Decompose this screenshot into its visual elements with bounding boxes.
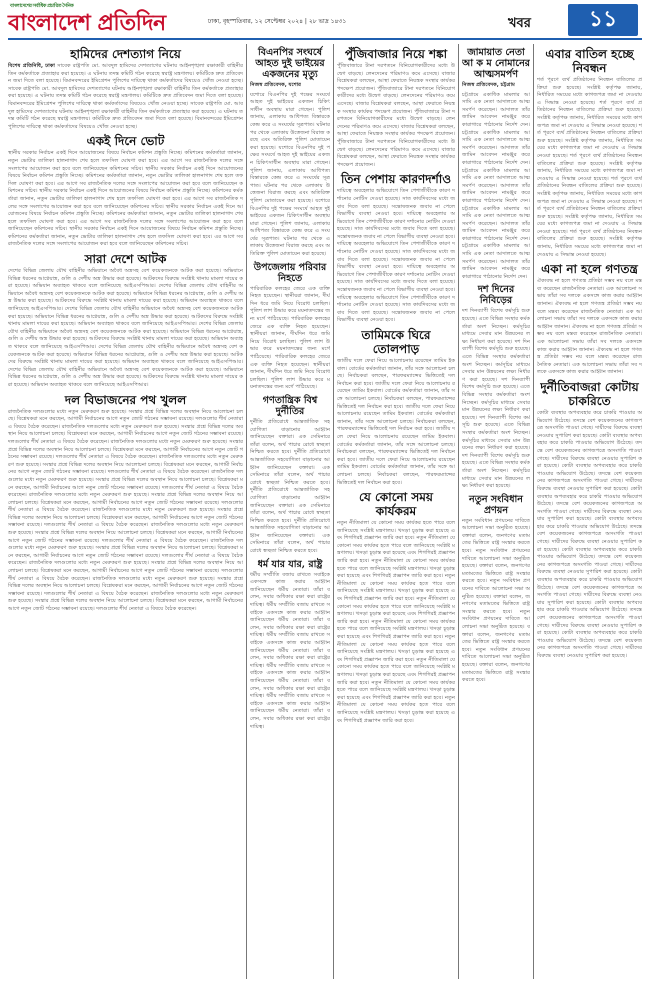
- article-a14-body: দশ দিনব্যাপী বিশেষ কর্মসূচি শুরু হয়েছে। এতে বিভিন্ন সংস্থার কর্মকর্তারা অংশ নিচ্ছেন। কর্মসূচির মাধ্যমে সেবার মান উন্নয়নের লক্ষ্য নির্ধারণ করা হয়েছে। দশ দিনব্যাপী বিশেষ কর্মসূচি শুরু হয়েছে। এতে বিভিন্ন সংস্থার কর্মকর্তারা অংশ নিচ্ছেন। কর্মসূচির মাধ্যমে সেবার মান উন্নয়নের লক্ষ্য নির্ধারণ করা হয়েছে। দশ দিনব্যাপী বিশেষ কর্মসূচি শুরু হয়েছে। এতে বিভিন্ন সংস্থার কর্মকর্তারা অংশ নিচ্ছেন। কর্মসূচির মাধ্যমে সেবার মান উন্নয়নের লক্ষ্য নির্ধারণ করা হয়েছে। দশ দিনব্যাপী বিশেষ কর্মসূচি শুরু হয়েছে। এতে বিভিন্ন সংস্থার কর্মকর্তারা অংশ নিচ্ছেন। কর্মসূচির মাধ্যমে সেবার মান উন্নয়নের লক্ষ্য নির্ধারণ করা হয়েছে। দশ দিনব্যাপী বিশেষ কর্মসূচি শুরু হয়েছে। এতে বিভিন্ন সংস্থার কর্মকর্তারা অংশ নিচ্ছেন। কর্মসূচির মাধ্যমে সেবার মান উন্নয়নের লক্ষ্য নির্ধারণ করা হয়েছে।: [462, 308, 530, 490]
- page-number: ১১: [568, 4, 638, 36]
- column-1: [8, 44, 243, 979]
- headline-a4[interactable]: দল বিভাজনের পথ খুলল: [64, 392, 187, 407]
- article-a9-body: পুঁজিবাজারে টানা দরপতনে বিনিয়োগকারীদের মধ্যে উদ্বেগ বাড়ছে। লেনদেনের পরিমাণও কমে এসেছে। বাজার বিশ্লেষকরা বলছেন, আস্থা ফেরাতে নিয়ন্ত্রক সংস্থার কার্যকর পদক্ষেপ প্রয়োজন। পুঁজিবাজারে টানা দরপতনে বিনিয়োগকারীদের মধ্যে উদ্বেগ বাড়ছে। লেনদেনের পরিমাণও কমে এসেছে। বাজার বিশ্লেষকরা বলছেন, আস্থা ফেরাতে নিয়ন্ত্রক সংস্থার কার্যকর পদক্ষেপ প্রয়োজন। পুঁজিবাজারে টানা দরপতনে বিনিয়োগকারীদের মধ্যে উদ্বেগ বাড়ছে। লেনদেনের পরিমাণও কমে এসেছে। বাজার বিশ্লেষকরা বলছেন, আস্থা ফেরাতে নিয়ন্ত্রক সংস্থার কার্যকর পদক্ষেপ প্রয়োজন। পুঁজিবাজারে টানা দরপতনে বিনিয়োগকারীদের মধ্যে উদ্বেগ বাড়ছে। লেনদেনের পরিমাণও কমে এসেছে। বাজার বিশ্লেষকরা বলছেন, আস্থা ফেরাতে নিয়ন্ত্রক সংস্থার কার্যকর পদক্ষেপ প্রয়োজন।: [337, 63, 455, 168]
- headline-a2[interactable]: একই দিনে ভোট: [86, 134, 165, 149]
- column-2: [250, 44, 330, 979]
- headline-a1[interactable]: হামিদের দেশত্যাগ নিয়ে: [70, 47, 181, 61]
- article-a13-body: চট্টগ্রামে একাধিক মামলার আসামি এক নেতা আদালতে আত্মসমর্পণ করেছেন। আদালত তাঁর জামিন আবেদন নামঞ্জুর করে কারাগারে পাঠানোর নির্দেশ দেন। চট্টগ্রামে একাধিক মামলার আসামি এক নেতা আদালতে আত্মসমর্পণ করেছেন। আদালত তাঁর জামিন আবেদন নামঞ্জুর করে কারাগারে পাঠানোর নির্দেশ দেন। চট্টগ্রামে একাধিক মামলার আসামি এক নেতা আদালতে আত্মসমর্পণ করেছেন। আদালত তাঁর জামিন আবেদন নামঞ্জুর করে কারাগারে পাঠানোর নির্দেশ দেন। চট্টগ্রামে একাধিক মামলার আসামি এক নেতা আদালতে আত্মসমর্পণ করেছেন। আদালত তাঁর জামিন আবেদন নামঞ্জুর করে কারাগারে পাঠানোর নির্দেশ দেন। চট্টগ্রামে একাধিক মামলার আসামি এক নেতা আদালতে আত্মসমর্পণ করেছেন। আদালত তাঁর জামিন আবেদন নামঞ্জুর করে কারাগারে পাঠানোর নির্দেশ দেন।: [462, 91, 530, 280]
- headline-a10[interactable]: তিন পেশায় কারণদর্শাও: [340, 172, 452, 187]
- headline-a8[interactable]: ধর্ম যার যার, রাষ্ট্র: [257, 558, 323, 570]
- masthead-rule: [8, 38, 642, 40]
- byline-a5: নিজস্ব প্রতিবেদক, যশোর: [250, 82, 302, 88]
- headline-a17[interactable]: একা না হলে গণতন্ত্র: [541, 262, 638, 277]
- column-4: [462, 44, 530, 979]
- headline-a13[interactable]: জামায়াত নেতা আ ক ম নোমানের আত্মসমর্পণ: [462, 47, 530, 80]
- column-3: [337, 44, 455, 979]
- article-a3-body: দেশের বিভিন্ন জেলায় যৌথ বাহিনীর অভিযানে অবৈধ অস্ত্রসহ বেশ কয়েকজনকে আটক করা হয়েছে। অভিযানে বিভিন্ন ধরনের আগ্নেয়াস্ত্র, গুলি ও দেশীয় অস্ত্র উদ্ধার করা হয়েছে। আটকদের বিরুদ্ধে সংশ্লিষ্ট থানায় মামলা দায়ের করা হয়েছে। অভিযান অব্যাহত থাকবে বলে জানিয়েছে আইএসপিআর। দেশের বিভিন্ন জেলায় যৌথ বাহিনীর অভিযানে অবৈধ অস্ত্রসহ বেশ কয়েকজনকে আটক করা হয়েছে। অভিযানে বিভিন্ন ধরনের আগ্নেয়াস্ত্র, গুলি ও দেশীয় অস্ত্র উদ্ধার করা হয়েছে। আটকদের বিরুদ্ধে সংশ্লিষ্ট থানায় মামলা দায়ের করা হয়েছে। অভিযান অব্যাহত থাকবে বলে জানিয়েছে আইএসপিআর। দেশের বিভিন্ন জেলায় যৌথ বাহিনীর অভিযানে অবৈধ অস্ত্রসহ বেশ কয়েকজনকে আটক করা হয়েছে। অভিযানে বিভিন্ন ধরনের আগ্নেয়াস্ত্র, গুলি ও দেশীয় অস্ত্র উদ্ধার করা হয়েছে। আটকদের বিরুদ্ধে সংশ্লিষ্ট থানায় মামলা দায়ের করা হয়েছে। অভিযান অব্যাহত থাকবে বলে জানিয়েছে আইএসপিআর। দেশের বিভিন্ন জেলায় যৌথ বাহিনীর অভিযানে অবৈধ অস্ত্রসহ বেশ কয়েকজনকে আটক করা হয়েছে। অভিযানে বিভিন্ন ধরনের আগ্নেয়াস্ত্র, গুলি ও দেশীয় অস্ত্র উদ্ধার করা হয়েছে। আটকদের বিরুদ্ধে সংশ্লিষ্ট থানায় মামলা দায়ের করা হয়েছে। অভিযান অব্যাহত থাকবে বলে জানিয়েছে আইএসপিআর। দেশের বিভিন্ন জেলায় যৌথ বাহিনীর অভিযানে অবৈধ অস্ত্রসহ বেশ কয়েকজনকে আটক করা হয়েছে। অভিযানে বিভিন্ন ধরনের আগ্নেয়াস্ত্র, গুলি ও দেশীয় অস্ত্র উদ্ধার করা হয়েছে। আটকদের বিরুদ্ধে সংশ্লিষ্ট থানায় মামলা দায়ের করা হয়েছে। অভিযান অব্যাহত থাকবে বলে জানিয়েছে আইএসপিআর। দেশের বিভিন্ন জেলায় যৌথ বাহিনীর অভিযানে অবৈধ অস্ত্রসহ বেশ কয়েকজনকে আটক করা হয়েছে। অভিযানে বিভিন্ন ধরনের আগ্নেয়াস্ত্র, গুলি ও দেশীয় অস্ত্র উদ্ধার করা হয়েছে। আটকদের বিরুদ্ধে সংশ্লিষ্ট থানায় মামলা দায়ের করা হয়েছে। অভিযান অব্যাহত থাকবে বলে জানিয়েছে আইএসপিআর।: [8, 268, 243, 388]
- article-a12-body: নতুন নীতিমালা যে কোনো সময় কার্যকর হতে পারে বলে জানিয়েছে সংশ্লিষ্ট মন্ত্রণালয়। খসড়া চূড়ান্ত করা হয়েছে এবং শিগগিরই প্রজ্ঞাপন জারি করা হবে। নতুন নীতিমালা যে কোনো সময় কার্যকর হতে পারে বলে জানিয়েছে সংশ্লিষ্ট মন্ত্রণালয়। খসড়া চূড়ান্ত করা হয়েছে এবং শিগগিরই প্রজ্ঞাপন জারি করা হবে। নতুন নীতিমালা যে কোনো সময় কার্যকর হতে পারে বলে জানিয়েছে সংশ্লিষ্ট মন্ত্রণালয়। খসড়া চূড়ান্ত করা হয়েছে এবং শিগগিরই প্রজ্ঞাপন জারি করা হবে। নতুন নীতিমালা যে কোনো সময় কার্যকর হতে পারে বলে জানিয়েছে সংশ্লিষ্ট মন্ত্রণালয়। খসড়া চূড়ান্ত করা হয়েছে এবং শিগগিরই প্রজ্ঞাপন জারি করা হবে। নতুন নীতিমালা যে কোনো সময় কার্যকর হতে পারে বলে জানিয়েছে সংশ্লিষ্ট মন্ত্রণালয়। খসড়া চূড়ান্ত করা হয়েছে এবং শিগগিরই প্রজ্ঞাপন জারি করা হবে। নতুন নীতিমালা যে কোনো সময় কার্যকর হতে পারে বলে জানিয়েছে সংশ্লিষ্ট মন্ত্রণালয়। খসড়া চূড়ান্ত করা হয়েছে এবং শিগগিরই প্রজ্ঞাপন জারি করা হবে। নতুন নীতিমালা যে কোনো সময় কার্যকর হতে পারে বলে জানিয়েছে সংশ্লিষ্ট মন্ত্রণালয়। খসড়া চূড়ান্ত করা হয়েছে এবং শিগগিরই প্রজ্ঞাপন জারি করা হবে। নতুন নীতিমালা যে কোনো সময় কার্যকর হতে পারে বলে জানিয়েছে সংশ্লিষ্ট মন্ত্রণালয়। খসড়া চূড়ান্ত করা হয়েছে এবং শিগগিরই প্রজ্ঞাপন জারি করা হবে। নতুন নীতিমালা যে কোনো সময় কার্যকর হতে পারে বলে জানিয়েছে সংশ্লিষ্ট মন্ত্রণালয়। খসড়া চূড়ান্ত করা হয়েছে এবং শিগগিরই প্রজ্ঞাপন জারি করা হবে। নতুন নীতিমালা যে কোনো সময় কার্যকর হতে পারে বলে জানিয়েছে সংশ্লিষ্ট মন্ত্রণালয়। খসড়া চূড়ান্ত করা হয়েছে এবং শিগগিরই প্রজ্ঞাপন জারি করা হবে।: [337, 520, 455, 724]
- article-a8-body: ধর্মীয় সম্প্রীতি বজায় রাখতে সবাইকে একসঙ্গে কাজ করার আহ্বান জানিয়েছেন ধর্মীয় নেতারা। তাঁরা বলেন, সবার অধিকার রক্ষা করা রাষ্ট্রের দায়িত্ব। ধর্মীয় সম্প্রীতি বজায় রাখতে সবাইকে একসঙ্গে কাজ করার আহ্বান জানিয়েছেন ধর্মীয় নেতারা। তাঁরা বলেন, সবার অধিকার রক্ষা করা রাষ্ট্রের দায়িত্ব। ধর্মীয় সম্প্রীতি বজায় রাখতে সবাইকে একসঙ্গে কাজ করার আহ্বান জানিয়েছেন ধর্মীয় নেতারা। তাঁরা বলেন, সবার অধিকার রক্ষা করা রাষ্ট্রের দায়িত্ব। ধর্মীয় সম্প্রীতি বজায় রাখতে সবাইকে একসঙ্গে কাজ করার আহ্বান জানিয়েছেন ধর্মীয় নেতারা। তাঁরা বলেন, সবার অধিকার রক্ষা করা রাষ্ট্রের দায়িত্ব। ধর্মীয় সম্প্রীতি বজায় রাখতে সবাইকে একসঙ্গে কাজ করার আহ্বান জানিয়েছেন ধর্মীয় নেতারা। তাঁরা বলেন, সবার অধিকার রক্ষা করা রাষ্ট্রের দায়িত্ব।: [250, 571, 330, 730]
- column-5: [537, 44, 642, 979]
- article-a4-body: রাজনৈতিক দলগুলোর মধ্যে নতুন মেরুকরণ শুরু হয়েছে। সংস্কার প্রশ্নে বিভিন্ন দলের অবস্থান নিয়ে আলোচনা চলছে। বিশ্লেষকরা মনে করছেন, আগামী নির্বাচনের আগে নতুন জোট গঠনের সম্ভাবনা রয়েছে। দলগুলোর শীর্ষ নেতারা এ বিষয়ে বৈঠক করেছেন। রাজনৈতিক দলগুলোর মধ্যে নতুন মেরুকরণ শুরু হয়েছে। সংস্কার প্রশ্নে বিভিন্ন দলের অবস্থান নিয়ে আলোচনা চলছে। বিশ্লেষকরা মনে করছেন, আগামী নির্বাচনের আগে নতুন জোট গঠনের সম্ভাবনা রয়েছে। দলগুলোর শীর্ষ নেতারা এ বিষয়ে বৈঠক করেছেন। রাজনৈতিক দলগুলোর মধ্যে নতুন মেরুকরণ শুরু হয়েছে। সংস্কার প্রশ্নে বিভিন্ন দলের অবস্থান নিয়ে আলোচনা চলছে। বিশ্লেষকরা মনে করছেন, আগামী নির্বাচনের আগে নতুন জোট গঠনের সম্ভাবনা রয়েছে। দলগুলোর শীর্ষ নেতারা এ বিষয়ে বৈঠক করেছেন। রাজনৈতিক দলগুলোর মধ্যে নতুন মেরুকরণ শুরু হয়েছে। সংস্কার প্রশ্নে বিভিন্ন দলের অবস্থান নিয়ে আলোচনা চলছে। বিশ্লেষকরা মনে করছেন, আগামী নির্বাচনের আগে নতুন জোট গঠনের সম্ভাবনা রয়েছে। দলগুলোর শীর্ষ নেতারা এ বিষয়ে বৈঠক করেছেন। রাজনৈতিক দলগুলোর মধ্যে নতুন মেরুকরণ শুরু হয়েছে। সংস্কার প্রশ্নে বিভিন্ন দলের অবস্থান নিয়ে আলোচনা চলছে। বিশ্লেষকরা মনে করছেন, আগামী নির্বাচনের আগে নতুন জোট গঠনের সম্ভাবনা রয়েছে। দলগুলোর শীর্ষ নেতারা এ বিষয়ে বৈঠক করেছেন। রাজনৈতিক দলগুলোর মধ্যে নতুন মেরুকরণ শুরু হয়েছে। সংস্কার প্রশ্নে বিভিন্ন দলের অবস্থান নিয়ে আলোচনা চলছে। বিশ্লেষকরা মনে করছেন, আগামী নির্বাচনের আগে নতুন জোট গঠনের সম্ভাবনা রয়েছে। দলগুলোর শীর্ষ নেতারা এ বিষয়ে বৈঠক করেছেন। রাজনৈতিক দলগুলোর মধ্যে নতুন মেরুকরণ শুরু হয়েছে। সংস্কার প্রশ্নে বিভিন্ন দলের অবস্থান নিয়ে আলোচনা চলছে। বিশ্লেষকরা মনে করছেন, আগামী নির্বাচনের আগে নতুন জোট গঠনের সম্ভাবনা রয়েছে। দলগুলোর শীর্ষ নেতারা এ বিষয়ে বৈঠক করেছেন। রাজনৈতিক দলগুলোর মধ্যে নতুন মেরুকরণ শুরু হয়েছে। সংস্কার প্রশ্নে বিভিন্ন দলের অবস্থান নিয়ে আলোচনা চলছে। বিশ্লেষকরা মনে করছেন, আগামী নির্বাচনের আগে নতুন জোট গঠনের সম্ভাবনা রয়েছে। দলগুলোর শীর্ষ নেতারা এ বিষয়ে বৈঠক করেছেন। রাজনৈতিক দলগুলোর মধ্যে নতুন মেরুকরণ শুরু হয়েছে। সংস্কার প্রশ্নে বিভিন্ন দলের অবস্থান নিয়ে আলোচনা চলছে। বিশ্লেষকরা মনে করছেন, আগামী নির্বাচনের আগে নতুন জোট গঠনের সম্ভাবনা রয়েছে। দলগুলোর শীর্ষ নেতারা এ বিষয়ে বৈঠক করেছেন। রাজনৈতিক দলগুলোর মধ্যে নতুন মেরুকরণ শুরু হয়েছে। সংস্কার প্রশ্নে বিভিন্ন দলের অবস্থান নিয়ে আলোচনা চলছে। বিশ্লেষকরা মনে করছেন, আগামী নির্বাচনের আগে নতুন জোট গঠনের সম্ভাবনা রয়েছে। দলগুলোর শীর্ষ নেতারা এ বিষয়ে বৈঠক করেছেন। রাজনৈতিক দলগুলোর মধ্যে নতুন মেরুকরণ শুরু হয়েছে। সংস্কার প্রশ্নে বিভিন্ন দলের অবস্থান নিয়ে আলোচনা চলছে। বিশ্লেষকরা মনে করছেন, আগামী নির্বাচনের আগে নতুন জোট গঠনের সম্ভাবনা রয়েছে। দলগুলোর শীর্ষ নেতারা এ বিষয়ে বৈঠক করেছেন। রাজনৈতিক দলগুলোর মধ্যে নতুন মেরুকরণ শুরু হয়েছে। সংস্কার প্রশ্নে বিভিন্ন দলের অবস্থান নিয়ে আলোচনা চলছে। বিশ্লেষকরা মনে করছেন, আগামী নির্বাচনের আগে নতুন জোট গঠনের সম্ভাবনা রয়েছে। দলগুলোর শীর্ষ নেতারা এ বিষয়ে বৈঠক করেছেন।: [8, 408, 243, 612]
- article-a16-body: শর্ত পূরণে ব্যর্থ প্রতিষ্ঠানের নিবন্ধন বাতিলের প্রক্রিয়া শুরু হয়েছে। সংশ্লিষ্ট কর্তৃপক্ষ জানায়, নির্ধারিত সময়ের মধ্যে কাগজপত্র জমা না দেওয়ায় এ সিদ্ধান্ত নেওয়া হয়েছে। শর্ত পূরণে ব্যর্থ প্রতিষ্ঠানের নিবন্ধন বাতিলের প্রক্রিয়া শুরু হয়েছে। সংশ্লিষ্ট কর্তৃপক্ষ জানায়, নির্ধারিত সময়ের মধ্যে কাগজপত্র জমা না দেওয়ায় এ সিদ্ধান্ত নেওয়া হয়েছে। শর্ত পূরণে ব্যর্থ প্রতিষ্ঠানের নিবন্ধন বাতিলের প্রক্রিয়া শুরু হয়েছে। সংশ্লিষ্ট কর্তৃপক্ষ জানায়, নির্ধারিত সময়ের মধ্যে কাগজপত্র জমা না দেওয়ায় এ সিদ্ধান্ত নেওয়া হয়েছে। শর্ত পূরণে ব্যর্থ প্রতিষ্ঠানের নিবন্ধন বাতিলের প্রক্রিয়া শুরু হয়েছে। সংশ্লিষ্ট কর্তৃপক্ষ জানায়, নির্ধারিত সময়ের মধ্যে কাগজপত্র জমা না দেওয়ায় এ সিদ্ধান্ত নেওয়া হয়েছে। শর্ত পূরণে ব্যর্থ প্রতিষ্ঠানের নিবন্ধন বাতিলের প্রক্রিয়া শুরু হয়েছে। সংশ্লিষ্ট কর্তৃপক্ষ জানায়, নির্ধারিত সময়ের মধ্যে কাগজপত্র জমা না দেওয়ায় এ সিদ্ধান্ত নেওয়া হয়েছে। শর্ত পূরণে ব্যর্থ প্রতিষ্ঠানের নিবন্ধন বাতিলের প্রক্রিয়া শুরু হয়েছে। সংশ্লিষ্ট কর্তৃপক্ষ জানায়, নির্ধারিত সময়ের মধ্যে কাগজপত্র জমা না দেওয়ায় এ সিদ্ধান্ত নেওয়া হয়েছে। শর্ত পূরণে ব্যর্থ প্রতিষ্ঠানের নিবন্ধন বাতিলের প্রক্রিয়া শুরু হয়েছে। সংশ্লিষ্ট কর্তৃপক্ষ জানায়, নির্ধারিত সময়ের মধ্যে কাগজপত্র জমা না দেওয়ায় এ সিদ্ধান্ত নেওয়া হয়েছে।: [537, 77, 642, 258]
- headline-a6[interactable]: উপজেলায় পরিবার নিহতে: [253, 261, 327, 284]
- headline-a9[interactable]: পুঁজিবাজার নিয়ে শঙ্কা: [344, 47, 448, 61]
- article-a10-body: দায়িত্বে অবহেলার অভিযোগে তিন পেশাজীবীকে কারণ দর্শানোর নোটিস দেওয়া হয়েছে। সাত কার্যদিবসের মধ্যে জবাব দিতে বলা হয়েছে। সন্তোষজনক জবাব না পেলে বিভাগীয় ব্যবস্থা নেওয়া হবে। দায়িত্বে অবহেলার অভিযোগে তিন পেশাজীবীকে কারণ দর্শানোর নোটিস দেওয়া হয়েছে। সাত কার্যদিবসের মধ্যে জবাব দিতে বলা হয়েছে। সন্তোষজনক জবাব না পেলে বিভাগীয় ব্যবস্থা নেওয়া হবে। দায়িত্বে অবহেলার অভিযোগে তিন পেশাজীবীকে কারণ দর্শানোর নোটিস দেওয়া হয়েছে। সাত কার্যদিবসের মধ্যে জবাব দিতে বলা হয়েছে। সন্তোষজনক জবাব না পেলে বিভাগীয় ব্যবস্থা নেওয়া হবে। দায়িত্বে অবহেলার অভিযোগে তিন পেশাজীবীকে কারণ দর্শানোর নোটিস দেওয়া হয়েছে। সাত কার্যদিবসের মধ্যে জবাব দিতে বলা হয়েছে। সন্তোষজনক জবাব না পেলে বিভাগীয় ব্যবস্থা নেওয়া হবে। দায়িত্বে অবহেলার অভিযোগে তিন পেশাজীবীকে কারণ দর্শানোর নোটিস দেওয়া হয়েছে। সাত কার্যদিবসের মধ্যে জবাব দিতে বলা হয়েছে। সন্তোষজনক জবাব না পেলে বিভাগীয় ব্যবস্থা নেওয়া হবে।: [337, 188, 455, 324]
- headline-a3[interactable]: সারা দেশে আটক: [84, 252, 167, 267]
- headline-a16[interactable]: এবার বাতিল হচ্ছে নিবন্ধন: [545, 47, 634, 75]
- article-a2-body: স্থানীয় সরকার নির্বাচন একই দিনে আয়োজনের বিষয়ে নির্বাচন কমিশন প্রস্তুতি নিচ্ছে। কমিশনের কর্মকর্তারা জানান, নতুন ভোটার তালিকা হালনাগাদ শেষ হলে তফসিল ঘোষণা করা হবে। এর আগে সব রাজনৈতিক দলের সঙ্গে সংলাপের আয়োজন করা হবে বলে জানিয়েছেন কমিশনের সচিব। স্থানীয় সরকার নির্বাচন একই দিনে আয়োজনের বিষয়ে নির্বাচন কমিশন প্রস্তুতি নিচ্ছে। কমিশনের কর্মকর্তারা জানান, নতুন ভোটার তালিকা হালনাগাদ শেষ হলে তফসিল ঘোষণা করা হবে। এর আগে সব রাজনৈতিক দলের সঙ্গে সংলাপের আয়োজন করা হবে বলে জানিয়েছেন কমিশনের সচিব। স্থানীয় সরকার নির্বাচন একই দিনে আয়োজনের বিষয়ে নির্বাচন কমিশন প্রস্তুতি নিচ্ছে। কমিশনের কর্মকর্তারা জানান, নতুন ভোটার তালিকা হালনাগাদ শেষ হলে তফসিল ঘোষণা করা হবে। এর আগে সব রাজনৈতিক দলের সঙ্গে সংলাপের আয়োজন করা হবে বলে জানিয়েছেন কমিশনের সচিব। স্থানীয় সরকার নির্বাচন একই দিনে আয়োজনের বিষয়ে নির্বাচন কমিশন প্রস্তুতি নিচ্ছে। কমিশনের কর্মকর্তারা জানান, নতুন ভোটার তালিকা হালনাগাদ শেষ হলে তফসিল ঘোষণা করা হবে। এর আগে সব রাজনৈতিক দলের সঙ্গে সংলাপের আয়োজন করা হবে বলে জানিয়েছেন কমিশনের সচিব। স্থানীয় সরকার নির্বাচন একই দিনে আয়োজনের বিষয়ে নির্বাচন কমিশন প্রস্তুতি নিচ্ছে। কমিশনের কর্মকর্তারা জানান, নতুন ভোটার তালিকা হালনাগাদ শেষ হলে তফসিল ঘোষণা করা হবে। এর আগে সব রাজনৈতিক দলের সঙ্গে সংলাপের আয়োজন করা হবে বলে জানিয়েছেন কমিশনের সচিব।: [8, 150, 243, 248]
- headline-a12[interactable]: যে কোনো সময় কার্যকরম: [358, 490, 433, 519]
- article-a1-body: সাবেক রাষ্ট্রপতি মো. আবদুল হামিদের দেশত্যাগের ঘটনায় আইনশৃঙ্খলা রক্ষাকারী বাহিনীর তিন কর্মকর্তাকে প্রত্যাহার করা হয়েছে। এ ঘটনায় তদন্ত কমিটি গঠন করেছে স্বরাষ্ট্র মন্ত্রণালয়। কমিটিকে দ্রুত প্রতিবেদন জমা দিতে বলা হয়েছে। বিমানবন্দরের ইমিগ্রেশন পুলিশের দায়িত্বে থাকা কর্মকর্তাদের বিষয়েও খোঁজ নেওয়া হচ্ছে। সাবেক রাষ্ট্রপতি মো. আবদুল হামিদের দেশত্যাগের ঘটনায় আইনশৃঙ্খলা রক্ষাকারী বাহিনীর তিন কর্মকর্তাকে প্রত্যাহার করা হয়েছে। এ ঘটনায় তদন্ত কমিটি গঠন করেছে স্বরাষ্ট্র মন্ত্রণালয়। কমিটিকে দ্রুত প্রতিবেদন জমা দিতে বলা হয়েছে। বিমানবন্দরের ইমিগ্রেশন পুলিশের দায়িত্বে থাকা কর্মকর্তাদের বিষয়েও খোঁজ নেওয়া হচ্ছে। সাবেক রাষ্ট্রপতি মো. আবদুল হামিদের দেশত্যাগের ঘটনায় আইনশৃঙ্খলা রক্ষাকারী বাহিনীর তিন কর্মকর্তাকে প্রত্যাহার করা হয়েছে। এ ঘটনায় তদন্ত কমিটি গঠন করেছে স্বরাষ্ট্র মন্ত্রণালয়। কমিটিকে দ্রুত প্রতিবেদন জমা দিতে বলা হয়েছে। বিমানবন্দরের ইমিগ্রেশন পুলিশের দায়িত্বে থাকা কর্মকর্তাদের বিষয়েও খোঁজ নেওয়া হচ্ছে।: [8, 63, 243, 130]
- article-a17-body: ঐক্যবদ্ধ না হলে গণতন্ত্র প্রতিষ্ঠা সম্ভব নয় বলে মন্তব্য করেছেন রাজনৈতিক নেতারা। এক আলোচনা সভায় তাঁরা সব দলকে একসঙ্গে কাজ করার আহ্বান জানান। ঐক্যবদ্ধ না হলে গণতন্ত্র প্রতিষ্ঠা সম্ভব নয় বলে মন্তব্য করেছেন রাজনৈতিক নেতারা। এক আলোচনা সভায় তাঁরা সব দলকে একসঙ্গে কাজ করার আহ্বান জানান। ঐক্যবদ্ধ না হলে গণতন্ত্র প্রতিষ্ঠা সম্ভব নয় বলে মন্তব্য করেছেন রাজনৈতিক নেতারা। এক আলোচনা সভায় তাঁরা সব দলকে একসঙ্গে কাজ করার আহ্বান জানান। ঐক্যবদ্ধ না হলে গণতন্ত্র প্রতিষ্ঠা সম্ভব নয় বলে মন্তব্য করেছেন রাজনৈতিক নেতারা। এক আলোচনা সভায় তাঁরা সব দলকে একসঙ্গে কাজ করার আহ্বান জানান।: [537, 278, 642, 376]
- article-a5-body: যশোরে বিএনপির দুই পক্ষের সংঘর্ষে আহত দুই ভাইয়ের একজন চিকিৎসাধীন অবস্থায় মারা গেছেন। পুলিশ জানায়, এলাকায় আধিপত্য বিস্তারকে কেন্দ্র করে এ সংঘর্ষের সূত্রপাত। ঘটনার পর থেকে এলাকায় উত্তেজনা বিরাজ করছে এবং অতিরিক্ত পুলিশ মোতায়েন করা হয়েছে। যশোরে বিএনপির দুই পক্ষের সংঘর্ষে আহত দুই ভাইয়ের একজন চিকিৎসাধীন অবস্থায় মারা গেছেন। পুলিশ জানায়, এলাকায় আধিপত্য বিস্তারকে কেন্দ্র করে এ সংঘর্ষের সূত্রপাত। ঘটনার পর থেকে এলাকায় উত্তেজনা বিরাজ করছে এবং অতিরিক্ত পুলিশ মোতায়েন করা হয়েছে। যশোরে বিএনপির দুই পক্ষের সংঘর্ষে আহত দুই ভাইয়ের একজন চিকিৎসাধীন অবস্থায় মারা গেছেন। পুলিশ জানায়, এলাকায় আধিপত্য বিস্তারকে কেন্দ্র করে এ সংঘর্ষের সূত্রপাত। ঘটনার পর থেকে এলাকায় উত্তেজনা বিরাজ করছে এবং অতিরিক্ত পুলিশ মোতায়েন করা হয়েছে।: [250, 91, 330, 258]
- article-a6-body: পারিবারিক কলহের জেরে এক ব্যক্তি নিহত হয়েছেন। স্থানীয়রা জানান, দীর্ঘদিন ধরে জমি নিয়ে বিরোধ চলছিল। পুলিশ লাশ উদ্ধার করে ময়নাতদন্তের জন্য মর্গে পাঠিয়েছে। পারিবারিক কলহের জেরে এক ব্যক্তি নিহত হয়েছেন। স্থানীয়রা জানান, দীর্ঘদিন ধরে জমি নিয়ে বিরোধ চলছিল। পুলিশ লাশ উদ্ধার করে ময়নাতদন্তের জন্য মর্গে পাঠিয়েছে। পারিবারিক কলহের জেরে এক ব্যক্তি নিহত হয়েছেন। স্থানীয়রা জানান, দীর্ঘদিন ধরে জমি নিয়ে বিরোধ চলছিল। পুলিশ লাশ উদ্ধার করে ময়নাতদন্তের জন্য মর্গে পাঠিয়েছে।: [250, 285, 330, 391]
- column-divider: [533, 44, 534, 979]
- newspaper-logo[interactable]: বাংলাদেশের সর্বাধিক প্রচারিত দৈনিক বাংলাদেশ প্রতিদিন: [8, 3, 166, 36]
- logo-tagline: বাংলাদেশের সর্বাধিক প্রচারিত দৈনিক: [10, 3, 74, 9]
- headline-a18[interactable]: দুর্নীতিবাজরা কোটায় চাকরিতে: [540, 379, 639, 408]
- section-name: খবর: [508, 16, 531, 31]
- headline-a11[interactable]: তামিমকে ঘিরে তোলপাড়: [361, 328, 431, 356]
- article-a15-body: নতুন সংবিধান প্রণয়নের দাবিতে আলোচনা সভা অনুষ্ঠিত হয়েছে। বক্তারা বলেন, জনগণের মতামতের ভিত্তিতে রাষ্ট্র সংস্কার করতে হবে। নতুন সংবিধান প্রণয়নের দাবিতে আলোচনা সভা অনুষ্ঠিত হয়েছে। বক্তারা বলেন, জনগণের মতামতের ভিত্তিতে রাষ্ট্র সংস্কার করতে হবে। নতুন সংবিধান প্রণয়নের দাবিতে আলোচনা সভা অনুষ্ঠিত হয়েছে। বক্তারা বলেন, জনগণের মতামতের ভিত্তিতে রাষ্ট্র সংস্কার করতে হবে। নতুন সংবিধান প্রণয়নের দাবিতে আলোচনা সভা অনুষ্ঠিত হয়েছে। বক্তারা বলেন, জনগণের মতামতের ভিত্তিতে রাষ্ট্র সংস্কার করতে হবে। নতুন সংবিধান প্রণয়নের দাবিতে আলোচনা সভা অনুষ্ঠিত হয়েছে। বক্তারা বলেন, জনগণের মতামতের ভিত্তিতে রাষ্ট্র সংস্কার করতে হবে।: [462, 517, 530, 684]
- headline-a14[interactable]: দশ দিনের নিবিড়ের: [477, 284, 515, 307]
- headline-a5[interactable]: বিএনপির সংঘর্ষে আহত দুই ভাইয়ের একজনের মৃত্যু: [255, 47, 325, 80]
- article-a11-body: জাতীয় দলে ফেরা নিয়ে আলোচনায় রয়েছেন তামিম ইকবাল। বোর্ডের কর্মকর্তারা জানান, তাঁর সঙ্গে আলোচনা চলছে। নির্বাচকরা বলছেন, পারফরম্যান্সের ভিত্তিতেই দল নির্বাচন করা হবে। জাতীয় দলে ফেরা নিয়ে আলোচনায় রয়েছেন তামিম ইকবাল। বোর্ডের কর্মকর্তারা জানান, তাঁর সঙ্গে আলোচনা চলছে। নির্বাচকরা বলছেন, পারফরম্যান্সের ভিত্তিতেই দল নির্বাচন করা হবে। জাতীয় দলে ফেরা নিয়ে আলোচনায় রয়েছেন তামিম ইকবাল। বোর্ডের কর্মকর্তারা জানান, তাঁর সঙ্গে আলোচনা চলছে। নির্বাচকরা বলছেন, পারফরম্যান্সের ভিত্তিতেই দল নির্বাচন করা হবে। জাতীয় দলে ফেরা নিয়ে আলোচনায় রয়েছেন তামিম ইকবাল। বোর্ডের কর্মকর্তারা জানান, তাঁর সঙ্গে আলোচনা চলছে। নির্বাচকরা বলছেন, পারফরম্যান্সের ভিত্তিতেই দল নির্বাচন করা হবে। জাতীয় দলে ফেরা নিয়ে আলোচনায় রয়েছেন তামিম ইকবাল। বোর্ডের কর্মকর্তারা জানান, তাঁর সঙ্গে আলোচনা চলছে। নির্বাচকরা বলছেন, পারফরম্যান্সের ভিত্তিতেই দল নির্বাচন করা হবে।: [337, 358, 455, 486]
- byline-a1: বিশেষ প্রতিনিধি, ঢাকা: [8, 63, 55, 69]
- dateline: ঢাকা, বৃহস্পতিবার, ১২ সেপ্টেম্বর ২০২৪ | ২৮ ভাদ্র ১৪৩১: [208, 18, 347, 25]
- headline-a15[interactable]: নতুন সংবিধান প্রণয়ন: [469, 493, 523, 516]
- column-divider: [458, 44, 459, 979]
- column-divider: [333, 44, 334, 979]
- article-a7-body: দুর্নীতি প্রতিরোধে আন্তর্জাতিক সহযোগিতা বাড়ানোর আহ্বান জানিয়েছেন বক্তারা। এক সেমিনারে তাঁরা বলেন, অর্থ পাচার রোধে স্বচ্ছতা নিশ্চিত করতে হবে। দুর্নীতি প্রতিরোধে আন্তর্জাতিক সহযোগিতা বাড়ানোর আহ্বান জানিয়েছেন বক্তারা। এক সেমিনারে তাঁরা বলেন, অর্থ পাচার রোধে স্বচ্ছতা নিশ্চিত করতে হবে। দুর্নীতি প্রতিরোধে আন্তর্জাতিক সহযোগিতা বাড়ানোর আহ্বান জানিয়েছেন বক্তারা। এক সেমিনারে তাঁরা বলেন, অর্থ পাচার রোধে স্বচ্ছতা নিশ্চিত করতে হবে। দুর্নীতি প্রতিরোধে আন্তর্জাতিক সহযোগিতা বাড়ানোর আহ্বান জানিয়েছেন বক্তারা। এক সেমিনারে তাঁরা বলেন, অর্থ পাচার রোধে স্বচ্ছতা নিশ্চিত করতে হবে।: [250, 418, 330, 555]
- byline-a13: নিজস্ব প্রতিবেদক, চট্টগ্রাম: [462, 82, 515, 88]
- headline-a7[interactable]: গণতান্ত্রিক বিশ্ব দুর্নীতির: [262, 394, 318, 417]
- column-divider: [246, 44, 247, 979]
- masthead: [8, 4, 642, 38]
- article-a18-body: কোটা ব্যবস্থার অপব্যবহার করে চাকরি পাওয়ার অভিযোগ উঠেছে। তদন্তে বেশ কয়েকজনের কাগজপত্রে অসংগতি পাওয়া গেছে। দায়ীদের বিরুদ্ধে ব্যবস্থা নেওয়ার সুপারিশ করা হয়েছে। কোটা ব্যবস্থার অপব্যবহার করে চাকরি পাওয়ার অভিযোগ উঠেছে। তদন্তে বেশ কয়েকজনের কাগজপত্রে অসংগতি পাওয়া গেছে। দায়ীদের বিরুদ্ধে ব্যবস্থা নেওয়ার সুপারিশ করা হয়েছে। কোটা ব্যবস্থার অপব্যবহার করে চাকরি পাওয়ার অভিযোগ উঠেছে। তদন্তে বেশ কয়েকজনের কাগজপত্রে অসংগতি পাওয়া গেছে। দায়ীদের বিরুদ্ধে ব্যবস্থা নেওয়ার সুপারিশ করা হয়েছে। কোটা ব্যবস্থার অপব্যবহার করে চাকরি পাওয়ার অভিযোগ উঠেছে। তদন্তে বেশ কয়েকজনের কাগজপত্রে অসংগতি পাওয়া গেছে। দায়ীদের বিরুদ্ধে ব্যবস্থা নেওয়ার সুপারিশ করা হয়েছে। কোটা ব্যবস্থার অপব্যবহার করে চাকরি পাওয়ার অভিযোগ উঠেছে। তদন্তে বেশ কয়েকজনের কাগজপত্রে অসংগতি পাওয়া গেছে। দায়ীদের বিরুদ্ধে ব্যবস্থা নেওয়ার সুপারিশ করা হয়েছে। কোটা ব্যবস্থার অপব্যবহার করে চাকরি পাওয়ার অভিযোগ উঠেছে। তদন্তে বেশ কয়েকজনের কাগজপত্রে অসংগতি পাওয়া গেছে। দায়ীদের বিরুদ্ধে ব্যবস্থা নেওয়ার সুপারিশ করা হয়েছে। কোটা ব্যবস্থার অপব্যবহার করে চাকরি পাওয়ার অভিযোগ উঠেছে। তদন্তে বেশ কয়েকজনের কাগজপত্রে অসংগতি পাওয়া গেছে। দায়ীদের বিরুদ্ধে ব্যবস্থা নেওয়ার সুপারিশ করা হয়েছে। কোটা ব্যবস্থার অপব্যবহার করে চাকরি পাওয়ার অভিযোগ উঠেছে। তদন্তে বেশ কয়েকজনের কাগজপত্রে অসংগতি পাওয়া গেছে। দায়ীদের বিরুদ্ধে ব্যবস্থা নেওয়ার সুপারিশ করা হয়েছে। কোটা ব্যবস্থার অপব্যবহার করে চাকরি পাওয়ার অভিযোগ উঠেছে। তদন্তে বেশ কয়েকজনের কাগজপত্রে অসংগতি পাওয়া গেছে। দায়ীদের বিরুদ্ধে ব্যবস্থা নেওয়ার সুপারিশ করা হয়েছে।: [537, 409, 642, 659]
